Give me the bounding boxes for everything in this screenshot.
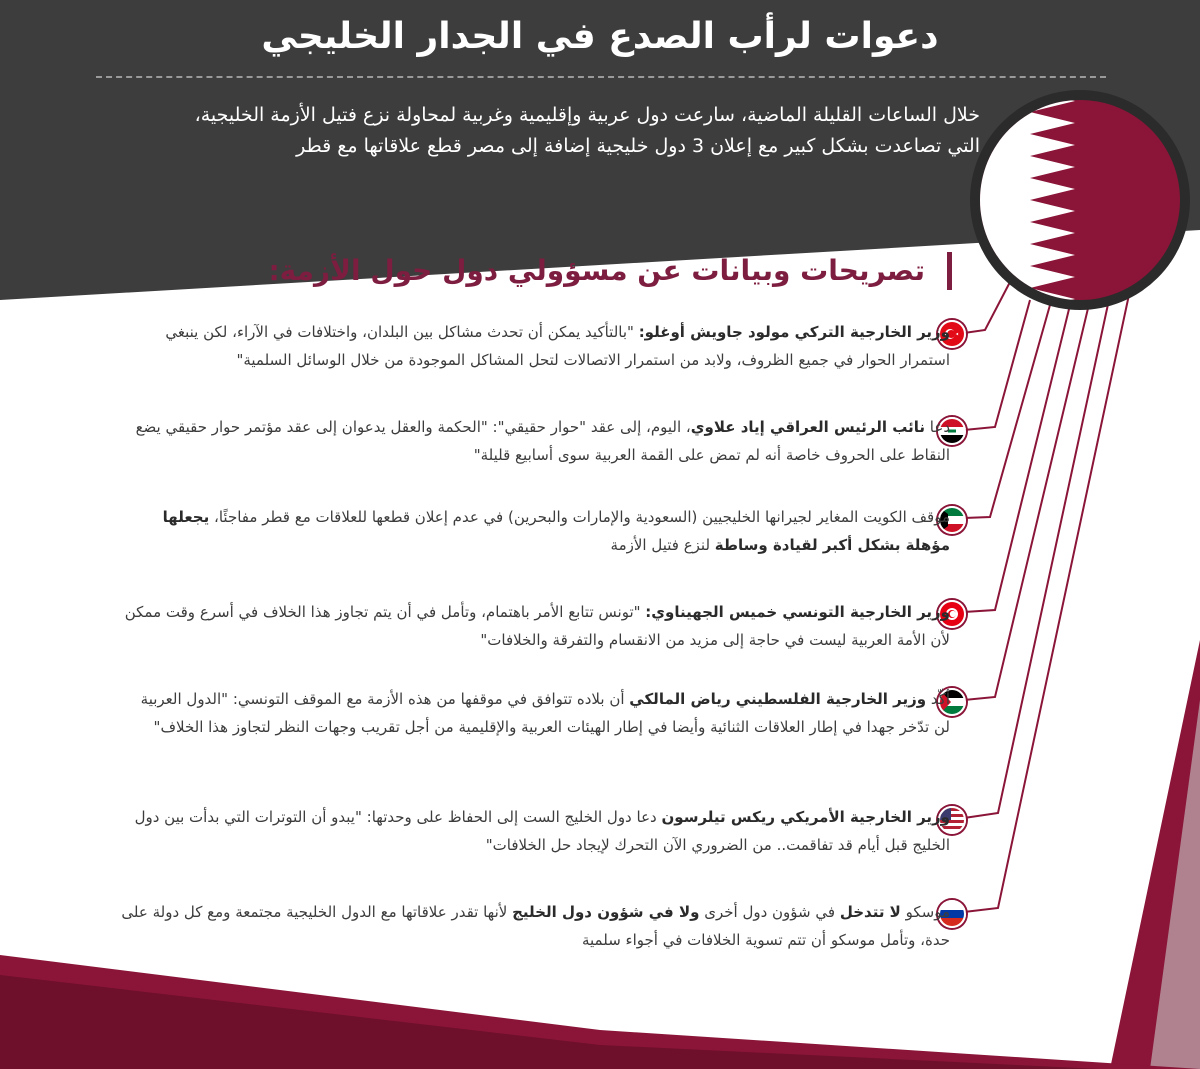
statement-text: دعا دول الخليج الست إلى الحفاظ على وحدتها: "يبدو أن التوترات التي بدأت بين دول الخليج قبل أيام قد تفاقمت.. من الضروري الآن التحرك لإيجاد حل الخلافات" <box>134 808 950 854</box>
intro-line-2: التي تصاعدت بشكل كبير مع إعلان 3 دول خليجية إضافة إلى مصر قطع علاقاتها مع قطر <box>296 135 980 157</box>
connector-lines <box>964 282 1130 912</box>
statement-text: ، اليوم، إلى عقد "حوار حقيقي": "الحكمة والعقل يدعوان إلى عقد مؤتمر حوار حقيقي يضع النقاط على الحروف خاصة أنه لم تمض على القمة العربية سوى أسابيع قليلة" <box>135 418 950 464</box>
statement-usa <box>120 803 950 859</box>
statement-speaker: وزير الخارجية التركي مولود جاويش أوغلو: <box>638 323 950 341</box>
statement-palestine <box>120 685 950 741</box>
statement-speaker: وزير الخارجية الأمريكي ريكس تيلرسون <box>661 808 950 826</box>
statement-text: لنزع فتيل الأزمة <box>610 536 715 554</box>
statement-prefix: موسكو <box>900 903 950 921</box>
section-title: تصريحات وبيانات عن مسؤولي دول حول الأزمة: <box>268 252 952 290</box>
statement-emphasis: لا تتدخل <box>839 903 901 921</box>
statement-russia <box>120 898 950 954</box>
statement-text: "تونس تتابع الأمر باهتمام، وتأمل في أن يتم تجاوز هذا الخلاف في أسرع وقت ممكن لأن الأمة العربية ليست في حاجة إلى مزيد من الانقسام والتفرقة والخلافات" <box>124 603 950 649</box>
statement-middle: في شؤون دول أخرى <box>699 903 840 921</box>
intro-paragraph <box>160 100 980 162</box>
statement-kuwait <box>120 503 950 559</box>
statement-emphasis-2: ولا في شؤون دول الخليج <box>512 903 700 921</box>
statement-tunisia <box>120 598 950 654</box>
statement-turkey <box>120 318 950 374</box>
statement-emphasis: يجعلها مؤهلة بشكل أكبر لقيادة وساطة <box>162 508 950 554</box>
statement-speaker: نائب الرئيس العراقي إياد علاوي <box>690 418 926 436</box>
title-divider <box>96 76 1106 78</box>
statement-iraq <box>120 413 950 469</box>
statement-prefix: دعا <box>925 418 950 436</box>
statement-speaker: وزير الخارجية الفلسطيني رياض المالكي <box>629 690 927 708</box>
statement-text: "بالتأكيد يمكن أن تحدث مشاكل بين البلدان، واختلافات في الآراء، لكن ينبغي استمرار الحوار في جميع الظروف، ولابد من استمرار الاتصالات لتحل المشاكل الموجودة من خلال الوسائل السلمية" <box>165 323 950 369</box>
intro-line-1: خلال الساعات القليلة الماضية، سارعت دول عربية وإقليمية وغربية لمحاولة نزع فتيل الأزمة الخليجية، <box>194 104 980 126</box>
statement-prefix: أكّد <box>926 690 950 708</box>
page-title: دعوات لرأب الصدع في الجدار الخليجي <box>261 16 939 57</box>
statement-prefix: موقف الكويت المغاير لجيرانها الخليجيين (السعودية والإمارات والبحرين) في عدم إعلان قطعها للعلاقات مع قطر مفاجئًا، <box>209 508 950 526</box>
statement-text: أن بلاده تتوافق في موقفها من هذه الأزمة مع الموقف التونسي: "الدول العربية لن تدّخر جهدا في إطار العلاقات الثنائية وأيضا في إطار الهيئات العربية والإقليمية من أجل تقريب وجهات النظر لتجاوز هذا الخلاف" <box>140 690 950 736</box>
statement-text: لأنها تقدر علاقاتها مع الدول الخليجية مجتمعة ومع كل دولة على حدة، وتأمل موسكو أن تتم تسوية الخلافات في أجواء سلمية <box>121 903 950 949</box>
statement-speaker: وزير الخارجية التونسي خميس الجهيناوي: <box>645 603 950 621</box>
